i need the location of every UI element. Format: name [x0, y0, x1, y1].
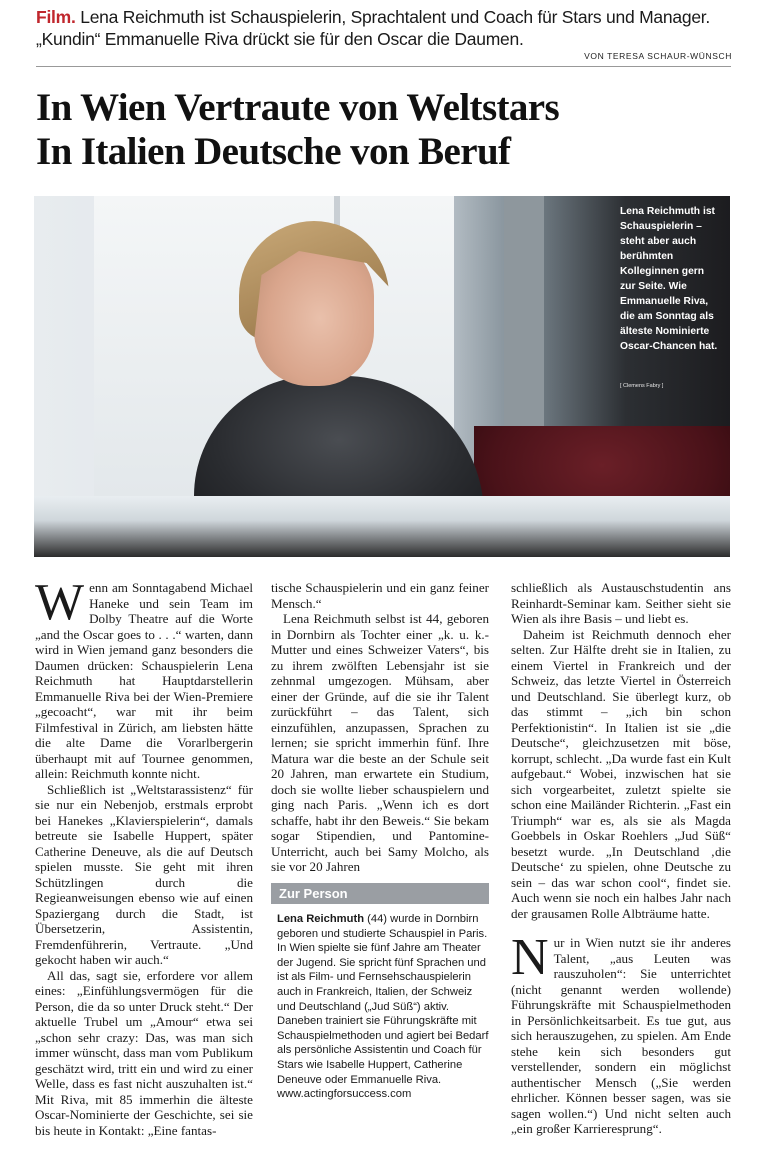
photo-table [34, 496, 730, 557]
article-column-2 [271, 580, 489, 875]
headline [36, 86, 736, 174]
headline-line-1: In Wien Vertraute von Weltstars [36, 86, 560, 129]
paragraph-text: enn am Sonntagabend Michael Haneke und sein Team im Dolby Theatre auf die Worte „and the Oscar goes to . . .“ warten, dann wird in Wien jemand ganz besonders die Daumen drücken: Schauspielerin Lena Reichmuth hat Hauptdarstellerin Emmanuelle Riva bei der Wien-Premiere „gecoacht“, war mit ihr beim Filmfestival in Zürich, am liebsten hätte die alte Dame die Vorarlbergerin überhaupt mit auf Tournee genommen, allein: Reichmuth konnte nicht. [35, 580, 253, 781]
kicker [36, 6, 736, 50]
kicker-line-2: „Kundin“ Emmanuelle Riva drückt sie für den Oscar die Daumen. [36, 29, 524, 49]
dropcap: N [511, 929, 549, 986]
info-box-body [271, 912, 489, 1102]
info-box-title: Zur Person [271, 883, 489, 904]
paragraph: Lena Reichmuth selbst ist 44, geboren in Dornbirn als Tochter einer „k. u. k.-Mutter und eines Schweizer Vaters“, bis zu ihrem zwölften Lebensjahr ist sie zehnmal umgezogen. Mühsam, aber einer der Gründe, auf die sie ihr Talent zurückführt – das Talent, sich einzufühlen, anzupassen, Sprachen zu lernen; sie spricht immerhin fünf. Ihre Matura war die beste an der Schule seit 20 Jahren, man erwartete ein Studium, doch sie wollte lieber schauspielern und ging nach Paris. „Wenn ich es dort schaffe, habt ihr den Beweis.“ Sie bekam sogar Stipendien, und Pantomine-Unterricht, auch bei Samy Molcho, als sie vor 20 Jahren [271, 611, 489, 874]
article-column-3 [511, 580, 731, 1137]
byline: VON TERESA SCHAUR-WÜNSCH [584, 51, 732, 61]
paragraph [511, 929, 731, 1137]
paragraph: tische Schauspielerin und ein ganz feiner Mensch.“ [271, 580, 489, 611]
info-box [271, 883, 489, 1102]
headline-line-2: In Italien Deutsche von Beruf [36, 130, 511, 173]
rubric-label: Film. [36, 7, 76, 27]
kicker-text-1: Lena Reichmuth ist Schauspielerin, Sprachtalent und Coach für Stars und Manager. [75, 7, 711, 27]
paragraph: All das, sagt sie, erfordere vor allem eines: „Einfühlungsvermögen für die Person, die da so unter Druck steht.“ Der aktuelle Trubel um „Amour“ etwa sei „schon sehr crazy: Das, was man sich immer wünscht, dass man vom Publikum geschätzt wird, tritt ein und wird zu einer Welle, dass es fast nicht auszuhalten ist.“ Mit Riva, mit 85 immerhin die älteste Oscar-Nominierte der Geschichte, sei sie bis heute in Kontakt: „Eine fantas- [35, 967, 253, 1138]
photo-credit: [ Clemens Fabry ] [620, 383, 664, 389]
paragraph-text: ur in Wien nutzt sie ihr anderes Talent, „aus Leuten was rauszuholen“: Sie unterrichtet (nicht genannt werden wollende) Führungskräfte mit Schauspielmethoden in Persönlichkeitsarbeit. Es tue gut, aus sich herauszugehen, zu spielen. Am Ende stehe kein sich besonders gut verstellender, sondern ein möglichst authentischer Mensch („Sie werden ehrlicher. Können besser sagen, was sie sagen wollen.“) Und nicht selten auch „ein großer Karrieresprung“. [511, 935, 731, 1136]
paragraph: Daheim ist Reichmuth dennoch eher selten. Zur Hälfte dreht sie in Italien, zu einem Viertel in Frankreich und der Schweiz, das letzte Viertel in Österreich und Deutschland. Sie überlegt kurz, ob das stimmt – „ich bin schon Perfektionistin“. In Italien ist sie „die Deutsche“, gleichzusetzen mit böse, korrupt, schlecht. „Da wurde fast ein Kult aufgebaut.“ Wobei, inzwischen hat sie sich vorgearbeitet, zuletzt spielte sie schon eine Mailänder Richterin. „Fast ein Triumph“ war es, als sie als Magda Goebbels in Oskar Roehlers „Jud Süß“ besetzt wurde. „In Deutschland ‚die Deutsche‘ zu spielen, ohne Deutsche zu sein – das war schon cool“, findet sie. Auch wenn sie noch ein halbes Jahr nach der grausamen Rolle Albträume hatte. [511, 626, 731, 921]
dropcap: W [35, 574, 85, 631]
article-photo [34, 196, 730, 557]
info-box-text: (44) wurde in Dornbirn geboren und studierte Schauspiel in Paris. In Wien spielte sie fünf Jahre am Theater der Jugend. Sie spricht fünf Sprachen und ist als Film- und Fernsehschauspielerin auch in Frankreich, Italien, der Schweiz und Deutschland („Jud Süß“) aktiv. Daneben trainiert sie Führungskräfte mit Schauspielmethoden und agiert bei Bedarf als persönliche Assistentin und Coach für Stars wie Isabelle Huppert, Catherine Deneuve oder Emmanuelle Riva. www.actingforsuccess.com [277, 913, 489, 1101]
paragraph: schließlich als Austauschstudentin ans Reinhardt-Seminar kam. Seither sieht sie Wien als ihre Basis – und liebt es. [511, 580, 731, 626]
kicker-line-1 [36, 6, 736, 28]
article-column-1 [35, 574, 253, 1138]
photo-caption: Lena Reichmuth ist Schauspielerin – steht aber auch berühmten Kolleginnen gern zur Seite. Wie Emmanuelle Riva, die am Sonntag als älteste Nominierte Oscar-Chancen hat. [620, 206, 718, 352]
divider-top [36, 66, 731, 67]
paragraph [35, 574, 253, 782]
info-box-name: Lena Reichmuth [277, 913, 365, 925]
paragraph: Schließlich ist „Weltstarassistenz“ für sie nur ein Nebenjob, erstmals erprobt bei Hanekes „Klavierspielerin“, damals betreute sie Isabelle Huppert, später Catherine Deneuve, als die auf Deutsch spielen musste. Sie geht mit ihren Schützlingen durch die Regieanweisungen ebenso wie auf einen Spaziergang durch die Stadt, ist Übersetzerin, Assistentin, Fremdenführerin, Vertraute. „Und gekocht haben wir auch.“ [35, 781, 253, 967]
